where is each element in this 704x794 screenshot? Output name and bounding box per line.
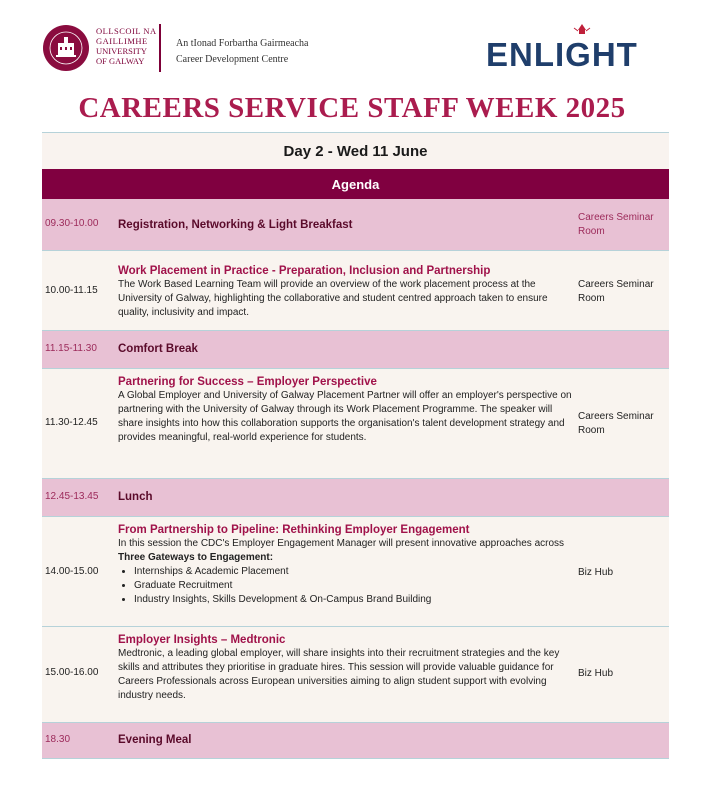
agenda-header: Agenda bbox=[42, 169, 669, 199]
agenda-row bbox=[42, 199, 669, 251]
session-time: 11.30-12.45 bbox=[45, 417, 98, 428]
enlight-logo-text: ENLIGHT bbox=[486, 36, 638, 73]
session-description-bold: Three Gateways to Engagement: bbox=[118, 552, 274, 563]
session-title: Evening Meal bbox=[118, 734, 192, 746]
session-title: Work Placement in Practice - Preparation, Inclusion and Partnership bbox=[118, 265, 491, 277]
university-seal-icon bbox=[42, 24, 90, 72]
agenda-row bbox=[42, 479, 669, 517]
day-header: Day 2 - Wed 11 June bbox=[42, 132, 669, 169]
session-location: Biz Hub bbox=[578, 668, 614, 679]
university-english-line-2: OF GALWAY bbox=[96, 56, 145, 66]
session-time: 09.30-10.00 bbox=[45, 218, 99, 229]
enlight-logo bbox=[486, 22, 651, 72]
cdc-name bbox=[176, 36, 308, 68]
session-title: Employer Insights – Medtronic bbox=[118, 634, 286, 646]
agenda-row bbox=[42, 517, 669, 627]
session-time: 11.15-11.30 bbox=[45, 343, 97, 354]
agenda-row bbox=[42, 331, 669, 369]
session-location: Careers Seminar Room bbox=[578, 279, 654, 304]
university-irish-line-2: GAILLIMHE bbox=[96, 36, 148, 46]
agenda-row bbox=[42, 723, 669, 759]
session-description: A Global Employer and University of Galway Placement Partner will offer an employer's perspective on partnering with the University of Galway through its Work Placement Programme. The speaker will share insights into how this collaboration supports the organisation's talent development strategy and provides meaningful, real-world experience for students. bbox=[118, 390, 572, 443]
header-divider bbox=[159, 24, 161, 72]
header bbox=[0, 0, 704, 90]
session-description bbox=[118, 537, 574, 565]
session-time: 18.30 bbox=[45, 734, 71, 745]
session-title: Comfort Break bbox=[118, 343, 198, 355]
university-english-line-1: UNIVERSITY bbox=[96, 46, 147, 56]
session-bullet-list bbox=[118, 565, 574, 607]
session-description: Medtronic, a leading global employer, will share insights into their recruitment strategies and the key skills and attributes they prioritise in graduate hires. This session will provide valuable guidance for Careers Professionals across European universities aiming to align student support with evolving industry needs. bbox=[118, 648, 560, 701]
cdc-english-name: Career Development Centre bbox=[176, 54, 289, 65]
agenda-row bbox=[42, 251, 669, 331]
session-title: Registration, Networking & Light Breakfast bbox=[118, 219, 353, 231]
session-location: Biz Hub bbox=[578, 567, 614, 578]
agenda-row bbox=[42, 627, 669, 723]
session-time: 15.00-16.00 bbox=[45, 667, 99, 678]
session-description: The Work Based Learning Team will provide an overview of the work placement process at the University of Galway, highlighting the collaborative and student centred approach taken to ensure quality, inclusivity and impact. bbox=[118, 279, 548, 318]
session-title: Partnering for Success – Employer Perspective bbox=[118, 376, 377, 388]
list-item: • Graduate Recruitment bbox=[134, 579, 574, 593]
list-item: • Industry Insights, Skills Development & On-Campus Brand Building bbox=[134, 593, 574, 607]
session-location: Careers Seminar Room bbox=[578, 212, 654, 237]
cdc-irish-name: An tIonad Forbartha Gairmeacha bbox=[176, 38, 309, 49]
session-title: From Partnership to Pipeline: Rethinking Employer Engagement bbox=[118, 524, 470, 536]
session-time: 12.45-13.45 bbox=[45, 491, 99, 502]
agenda-row bbox=[42, 369, 669, 479]
university-irish-line-1: OLLSCOIL NA bbox=[96, 26, 157, 36]
session-location: Careers Seminar Room bbox=[578, 411, 654, 436]
agenda-table bbox=[42, 132, 669, 759]
session-description-text: In this session the CDC's Employer Engagement Manager will present innovative approaches across bbox=[118, 538, 565, 549]
session-title: Lunch bbox=[118, 491, 153, 503]
university-name bbox=[96, 26, 157, 66]
session-time: 10.00-11.15 bbox=[45, 285, 98, 296]
page-title: CAREERS SERVICE STAFF WEEK 2025 bbox=[78, 92, 626, 124]
list-item: • Internships & Academic Placement bbox=[134, 565, 574, 579]
session-time: 14.00-15.00 bbox=[45, 566, 99, 577]
